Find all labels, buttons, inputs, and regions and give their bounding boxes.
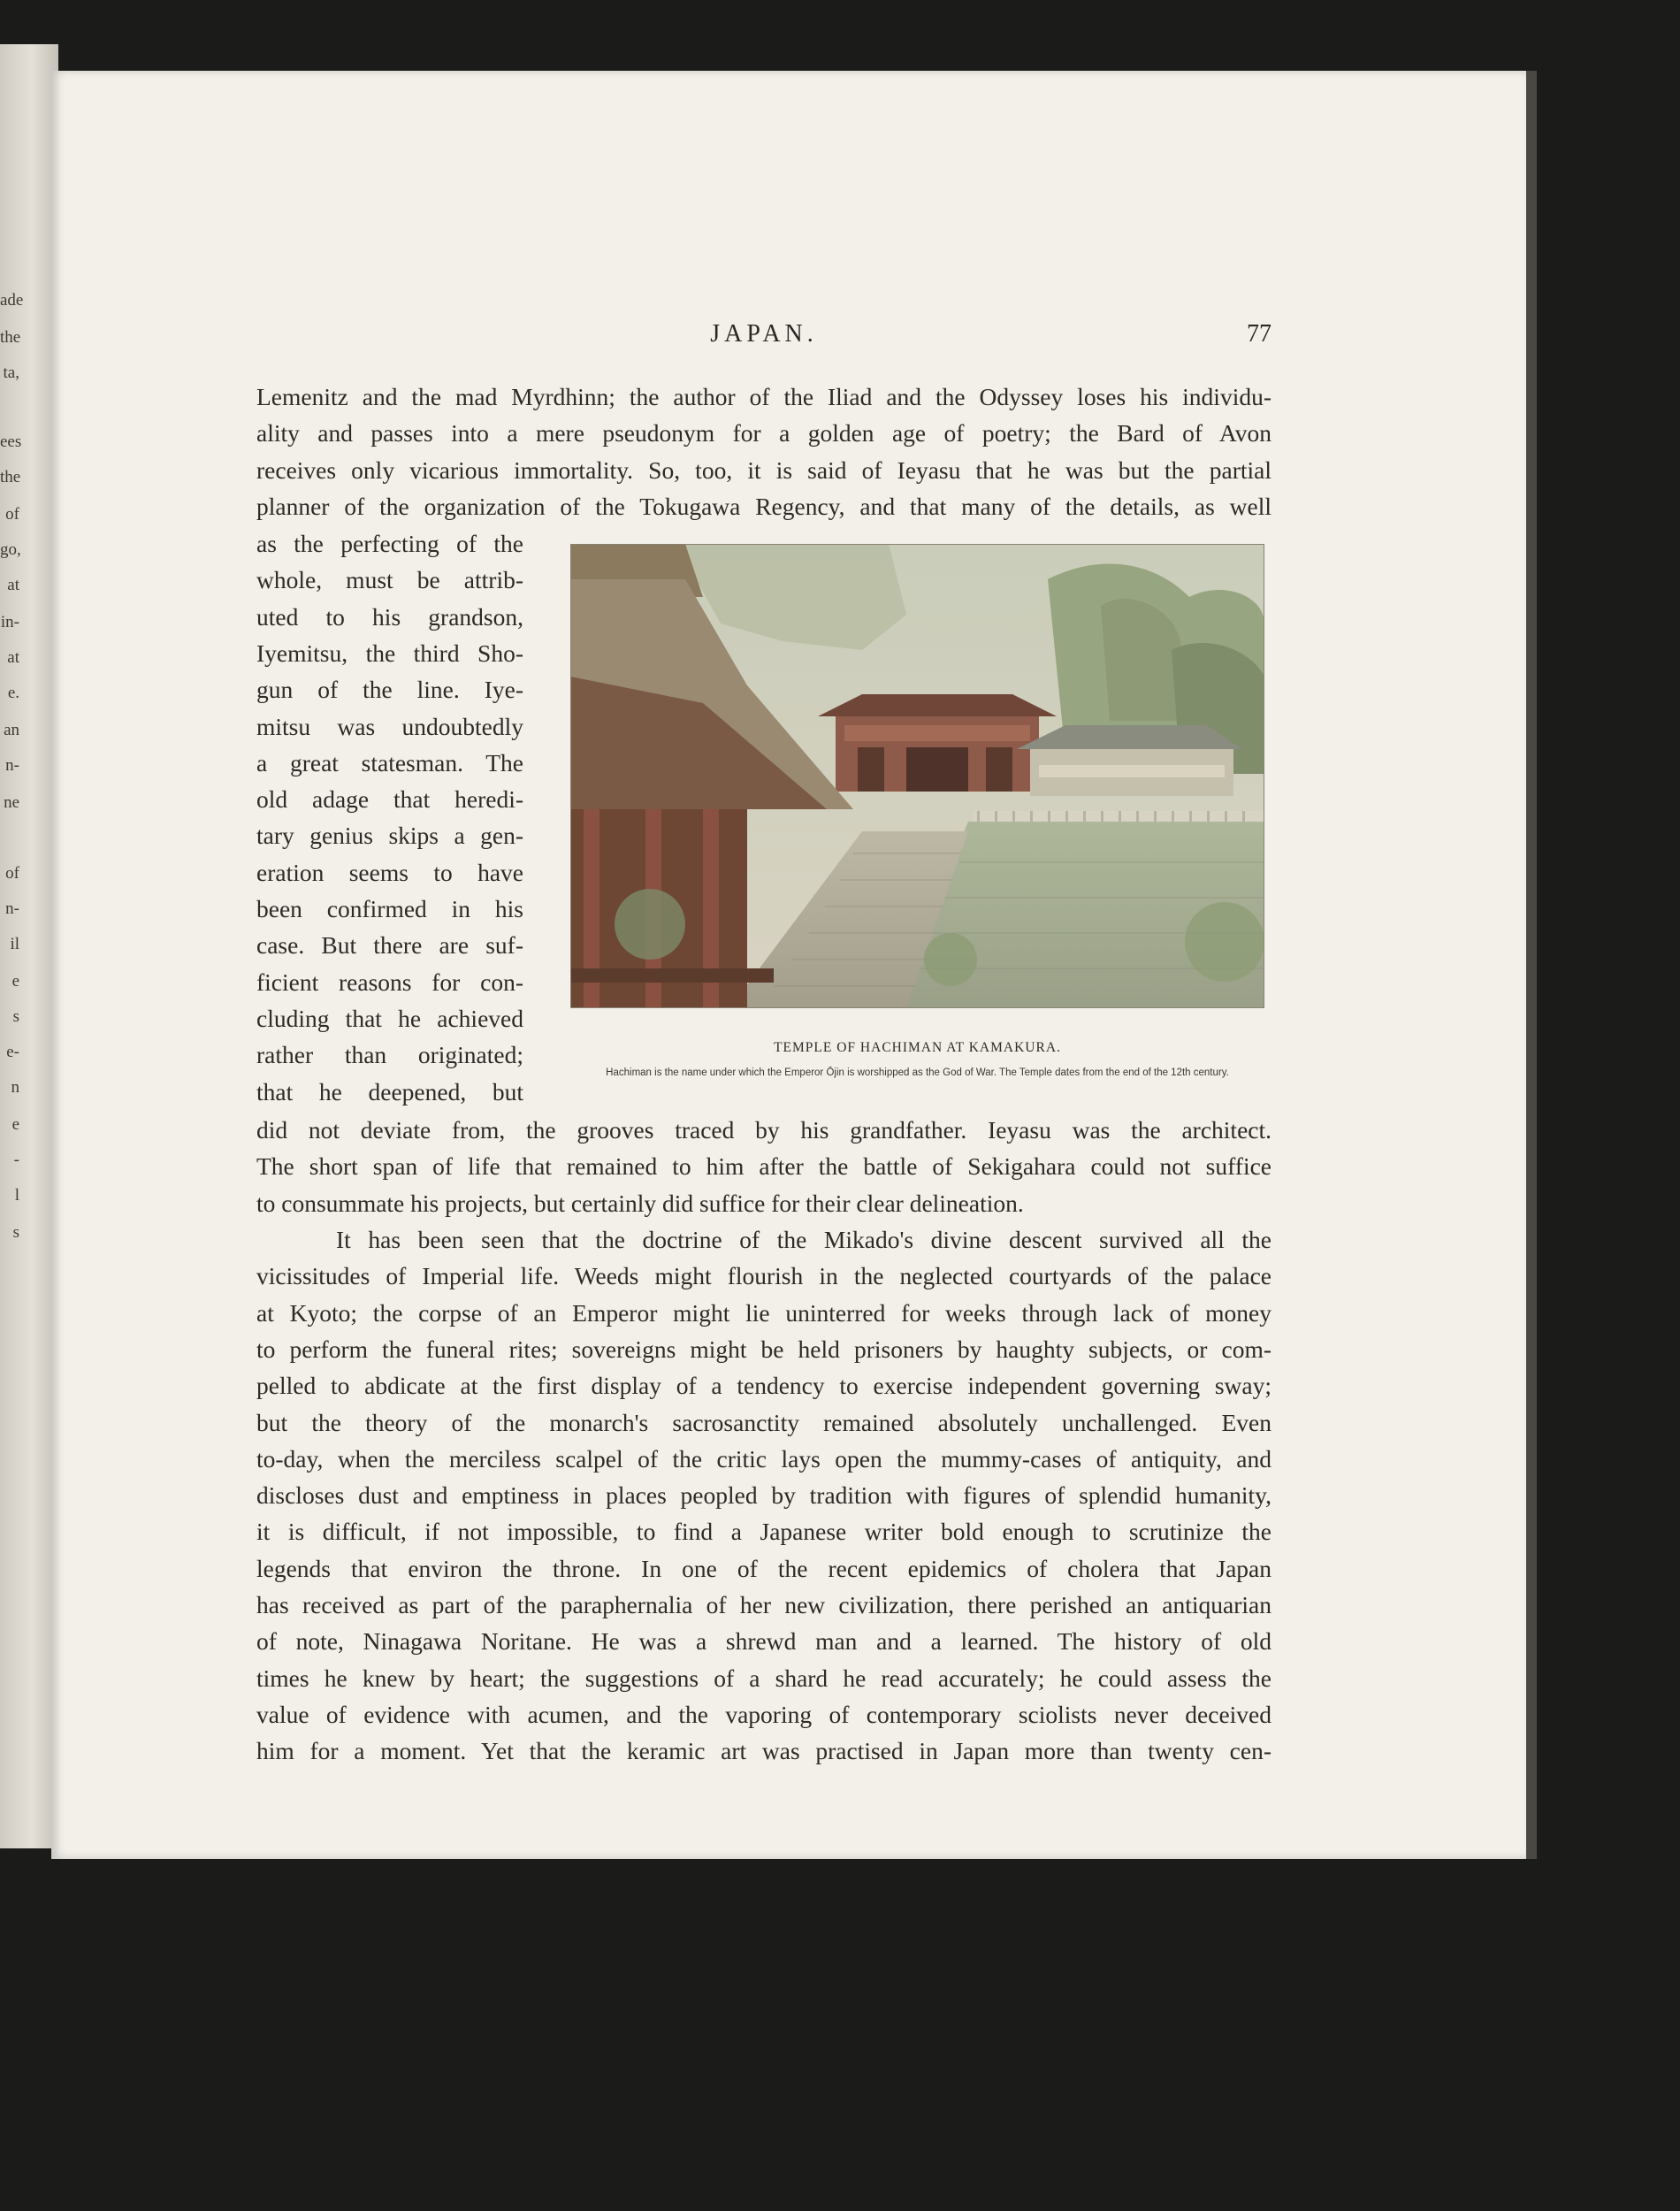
left-page-edge [0, 44, 58, 1848]
text-line: value of evidence with acumen, and the vaporing of contemporary sciolists never deceived [256, 1700, 1271, 1728]
text-line: case. But there are suf- [256, 931, 523, 960]
text-line: eration seems to have [256, 858, 523, 886]
text-line: a great statesman. The [256, 748, 523, 777]
text-line: gun of the line. Iye- [256, 676, 523, 704]
temple-photo-illustration [570, 544, 1264, 1008]
text-line: but the theory of the monarch's sacrosanctity remained absolutely unchallenged. Even [256, 1408, 1271, 1436]
text-line: to perform the funeral rites; sovereigns might be held prisoners by haughty subjects, or com- [256, 1335, 1271, 1363]
left-page-fragment: l [14, 1186, 19, 1205]
text-line: pelled to abdicate at the first display of a tendency to exercise independent governing sway; [256, 1372, 1271, 1400]
text-line: at Kyoto; the corpse of an Emperor might lie uninterred for weeks through lack of money [256, 1298, 1271, 1327]
text-line: planner of the organization of the Tokugawa Regency, and that many of the details, as well [256, 492, 1271, 520]
text-line: rather than originated; [256, 1041, 523, 1069]
left-page-fragment: e [11, 972, 19, 991]
text-line: to-day, when the merciless scalpel of the critic lays open the mummy-cases of antiquity, and [256, 1444, 1271, 1473]
left-page-fragment: an [4, 721, 19, 739]
text-line: discloses dust and emptiness in places peopled by tradition with figures of splendid humanity, [256, 1481, 1271, 1510]
text-line: that he deepened, but [256, 1077, 523, 1106]
left-page-fragment: e. [7, 684, 19, 702]
text-line: mitsu was undoubtedly [256, 712, 523, 740]
left-page-fragment: e- [6, 1043, 19, 1061]
text-line: did not deviate from, the grooves traced by his grandfather. Ieyasu was the architect. [256, 1116, 1271, 1144]
page-number: 77 [1247, 320, 1271, 348]
left-page-fragment: n- [5, 899, 19, 918]
left-page-fragment: of [5, 864, 19, 883]
left-page-fragment: at [7, 576, 19, 594]
left-page-fragment: ta, [3, 363, 19, 382]
text-line: has received as part of the paraphernalia of her new civilization, there perished an antiquarian [256, 1591, 1271, 1618]
text-line: receives only vicarious immortality. So, too, it is said of Ieyasu that he was but the partial [256, 455, 1271, 484]
text-line: whole, must be attrib- [256, 566, 523, 594]
figure-caption-title: TEMPLE OF HACHIMAN AT KAMAKURA. [774, 1040, 1061, 1055]
text-line: tary genius skips a gen- [256, 822, 523, 850]
text-line: ality and passes into a mere pseudonym for a golden age of poetry; the Bard of Avon [256, 419, 1271, 448]
left-page-fragment: il [10, 935, 19, 953]
text-line: It has been seen that the doctrine of the Mikado's divine descent survived all the [336, 1226, 1271, 1253]
left-page-fragment: n [11, 1078, 19, 1097]
left-page-fragment: of [5, 505, 19, 524]
left-page-fragment: ade [0, 291, 24, 310]
left-page-fragment: s [12, 1007, 19, 1026]
text-line: Iyemitsu, the third Sho- [256, 639, 523, 667]
text-line: ficient reasons for con- [256, 968, 523, 996]
figure-caption-text: Hachiman is the name under which the Emperor Ōjin is worshipped as the God of War. The Temple dates from the end of the 12th century. [606, 1067, 1229, 1078]
left-page-fragment: s [12, 1223, 19, 1242]
text-line: as the perfecting of the [256, 530, 523, 557]
left-page-fragment: ees [0, 432, 22, 451]
running-title: JAPAN. [710, 320, 818, 348]
text-line: times he knew by heart; the suggestions of a shard he read accurately; he could assess the [256, 1664, 1271, 1692]
text-line: been confirmed in his [256, 895, 523, 922]
left-page-fragment: at [7, 648, 19, 667]
left-page-fragment: e [11, 1115, 19, 1134]
left-page-fragment: n- [5, 756, 19, 775]
text-line: Lemenitz and the mad Myrdhinn; the author of the Iliad and the Odyssey loses his individu- [256, 383, 1271, 410]
text-line: legends that environ the throne. In one of the recent epidemics of cholera that Japan [256, 1554, 1271, 1582]
text-line: old adage that heredi- [256, 785, 523, 814]
text-line: him for a moment. Yet that the keramic art was practised in Japan more than twenty cen- [256, 1737, 1271, 1765]
page-header [256, 320, 1271, 356]
left-page-fragment: the [0, 328, 21, 347]
text-line: to consummate his projects, but certainly did suffice for their clear delineation. [256, 1189, 1024, 1217]
left-page-fragment: the [0, 468, 21, 486]
left-page-fragment: in- [0, 613, 19, 631]
left-page-fragment: - [13, 1151, 19, 1169]
temple-photograph [570, 544, 1264, 1008]
text-line: The short span of life that remained to him after the battle of Sekigahara could not suffice [256, 1152, 1271, 1181]
text-line: of note, Ninagawa Noritane. He was a shrewd man and a learned. The history of old [256, 1627, 1271, 1656]
text-line: it is difficult, if not impossible, to find a Japanese writer bold enough to scrutinize the [256, 1518, 1271, 1546]
text-line: vicissitudes of Imperial life. Weeds might flourish in the neglected courtyards of the palace [256, 1262, 1271, 1290]
text-line: uted to his grandson, [256, 602, 523, 631]
left-page-fragment: go, [0, 540, 21, 559]
left-page-fragment: ne [4, 793, 19, 812]
text-line: cluding that he achieved [256, 1004, 523, 1032]
